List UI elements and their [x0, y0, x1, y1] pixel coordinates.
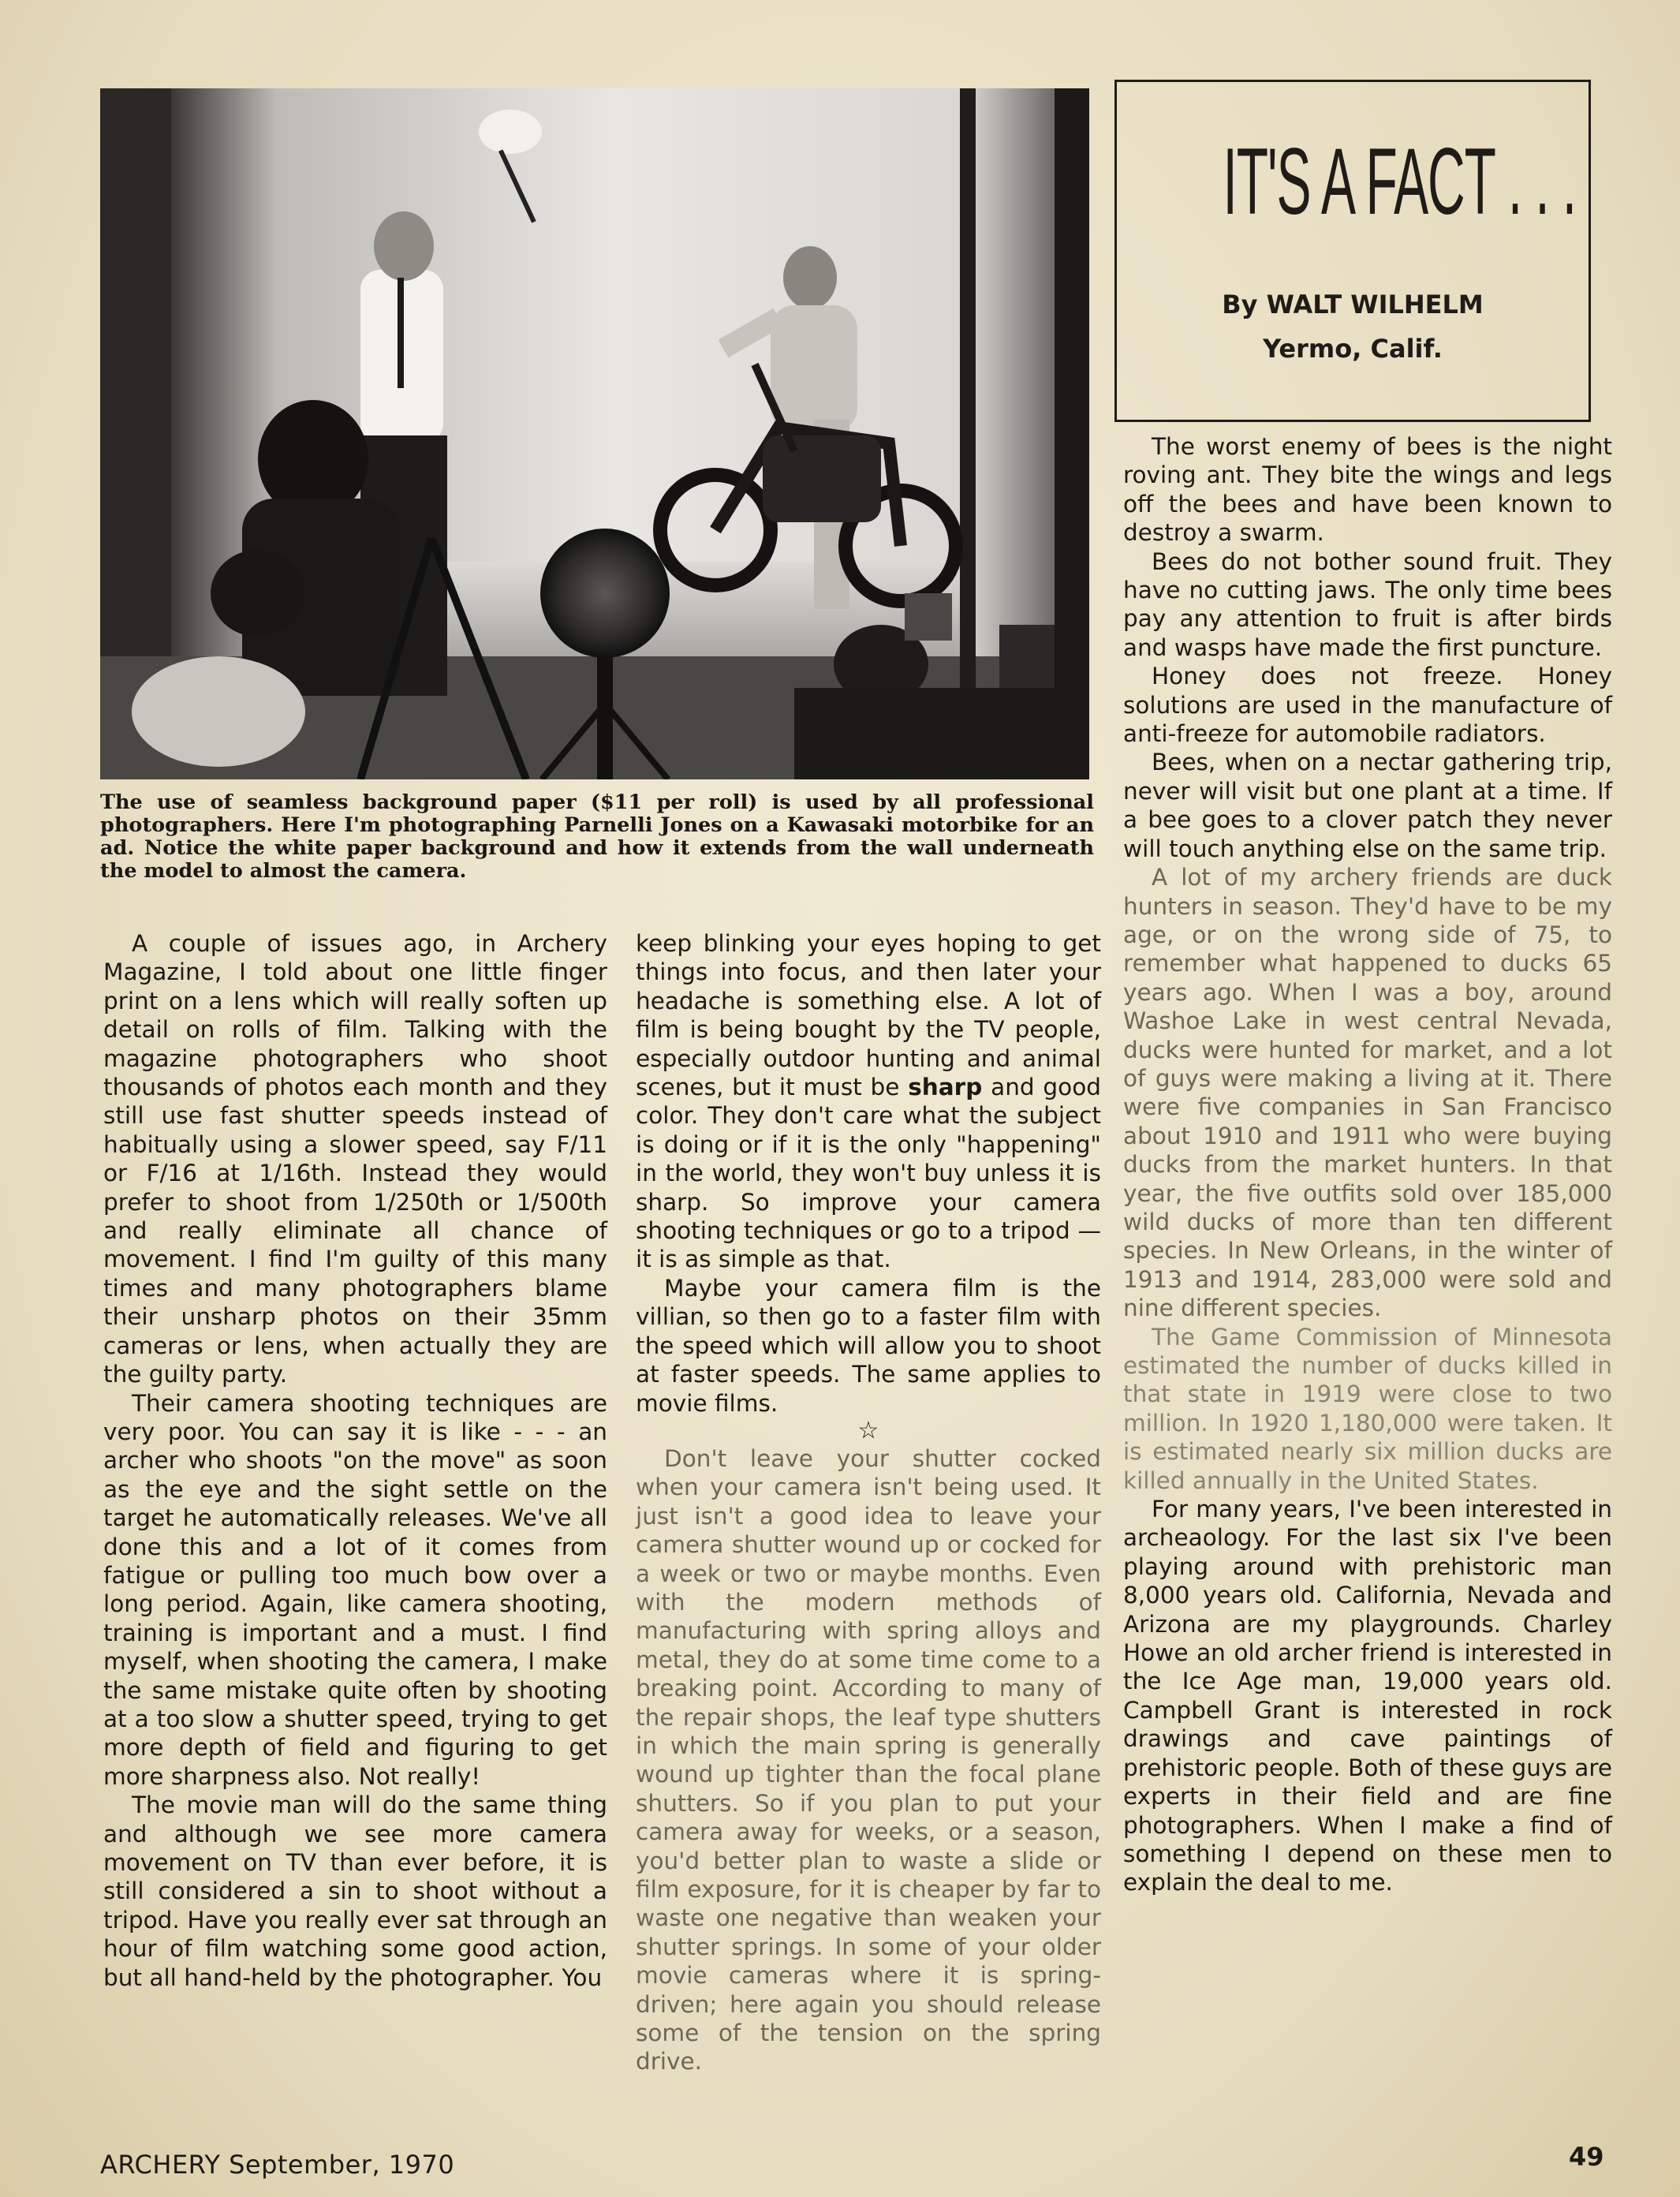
paragraph: Their camera shooting techniques are very poor. You can say it is like - - - an archer who shoots "on the move" as soon as the eye and the sight settle on the target he automatically releases. We've all done this and a lot of it comes from fatigue or pulling too much bow over a long period. Again, like camera shooting, training is important and a must. I find myself, when shooting the camera, I make the same mistake quite often by shooting at a too slow a shutter speed, trying to get more depth of field and figuring to get more sharpness also. Not really!: [103, 1389, 607, 1790]
paragraph: Maybe your camera film is the villian, so then go to a faster film with the speed which will allow you to shoot at faster speeds. The same applies to movie films.: [636, 1274, 1101, 1417]
paragraph-text: and good color. They don't care what the subject is doing or if it is the only "happening" in the world, they won't buy unless it is sharp. So improve your camera shooting techniques or go to a tripod —it is as simple as that.: [636, 1074, 1101, 1273]
paragraph: [636, 929, 1101, 1274]
page-number: 49: [1569, 2142, 1604, 2172]
article-column-1: [103, 929, 607, 1992]
paragraph: The Game Commission of Minnesota estimated the number of ducks killed in that state in 1919 were close to two million. In 1920 1,180,000 were taken. It is estimated nearly six million ducks are killed annually in the United States.: [1123, 1323, 1612, 1494]
paragraph: Bees, when on a nectar gathering trip, never will visit but one plant at a time. If a bee goes to a clover patch they never will touch anything else on the same trip.: [1123, 749, 1612, 862]
paragraph-text: keep blinking your eyes hoping to get things into focus, and then later your headache is something else. A lot of film is being bought by the TV people, especially outdoor hunting and animal scenes, but it must be: [636, 930, 1101, 1101]
article-column-2: [636, 929, 1101, 2076]
column-header-box: [1114, 80, 1591, 422]
studio-photograph: [100, 88, 1089, 779]
paragraph: Bees do not bother sound fruit. They have no cutting jaws. The only time bees pay any attention to fruit is after birds and wasps have made the first puncture.: [1123, 547, 1612, 661]
author-location: Yermo, Calif.: [1263, 334, 1443, 364]
paragraph: A couple of issues ago, in Archery Magazine, I told about one little finger print on a lens which will really soften up detail on rolls of film. Talking with the magazine photographers who shoot thousands of photos each month and they still use fast shutter speeds instead of habitually using a slower speed, say F/11 or F/16 at 1/16th. Instead they would prefer to shoot from 1/250th or 1/500th and really eliminate all chance of movement. I find I'm guilty of this many times and many photographers blame their unsharp photos on their 35mm cameras or lens, when actually they are the guilty party.: [103, 930, 607, 1388]
publication-footer: ARCHERY September, 1970: [100, 2150, 455, 2180]
paragraph: A lot of my archery friends are duck hunters in season. They'd have to be my age, or on the wrong side of 75, to remember what happened to ducks 65 years ago. When I was a boy, around Washoe Lake in west central Nevada, ducks were hunted for market, and a lot of guys were making a living at it. There were five companies in San Francisco about 1910 and 1911 who were buying ducks from the market hunters. In that year, the five outfits sold over 185,000 wild ducks of more than ten different species. In New Orleans, in the winter of 1913 and 1914, 283,000 were sold and nine different species.: [1123, 864, 1612, 1322]
section-divider-star: ☆: [857, 1416, 879, 1444]
paragraph: The movie man will do the same thing and although we see more camera movement on TV than ever before, it is still considered a sin to shoot without a tripod. Have you really ever sat through an hour of film watching some good action, but all hand-held by the photographer. You: [103, 1792, 607, 1991]
paragraph: For many years, I've been interested in archeaology. For the last six I've been playing around with prehistoric man 8,000 years old. California, Nevada and Arizona are my playgrounds. Charley Howe an old archer friend is interested in the Ice Age man, 19,000 years old. Campbell Grant is interested in rock drawings and cave paintings of prehistoric people. Both of these guys are experts in their field and are fine photographers. When I make a find of something I depend on these men to explain the deal to me.: [1123, 1496, 1612, 1896]
author-byline: By WALT WILHELM: [1222, 290, 1484, 319]
article-column-3: [1123, 432, 1612, 1897]
paragraph: Don't leave your shutter cocked when your camera isn't being used. It just isn't a good idea to leave your camera shutter wound up or cocked for a week or two or maybe months. Even with the modern methods of manufacturing with spring alloys and metal, they do at some time come to a breaking point. According to many of the repair shops, the leaf type shutters in which the main spring is generally wound up tighter than the focal plane shutters. So if you plan to put your camera away for weeks, or a season, you'd better plan to waste a slide or film exposure, for it is cheaper by far to waste one negative than weaken your shutter springs. In some of your older movie cameras where it is spring-driven; here again you should release some of the tension on the spring drive.: [636, 1444, 1101, 2076]
photo-caption: The use of seamless background paper ($11 per roll) is used by all professional photographers. Here I'm photographing Parnelli Jones on a Kawasaki motorbike for an ad. Notice the white paper background and how it extends from the wall underneath the model to almost the camera.: [100, 790, 1094, 883]
paragraph: Honey does not freeze. Honey solutions are used in the manufacture of anti-freeze for automobile radiators.: [1123, 663, 1612, 748]
paragraph: The worst enemy of bees is the night roving ant. They bite the wings and legs off the bees and have been known to destroy a swarm.: [1123, 433, 1612, 547]
column-title: IT'S A FACT . . .: [1223, 129, 1577, 234]
photo-illustration: [100, 88, 1089, 779]
emphasis-word: sharp: [908, 1074, 983, 1101]
